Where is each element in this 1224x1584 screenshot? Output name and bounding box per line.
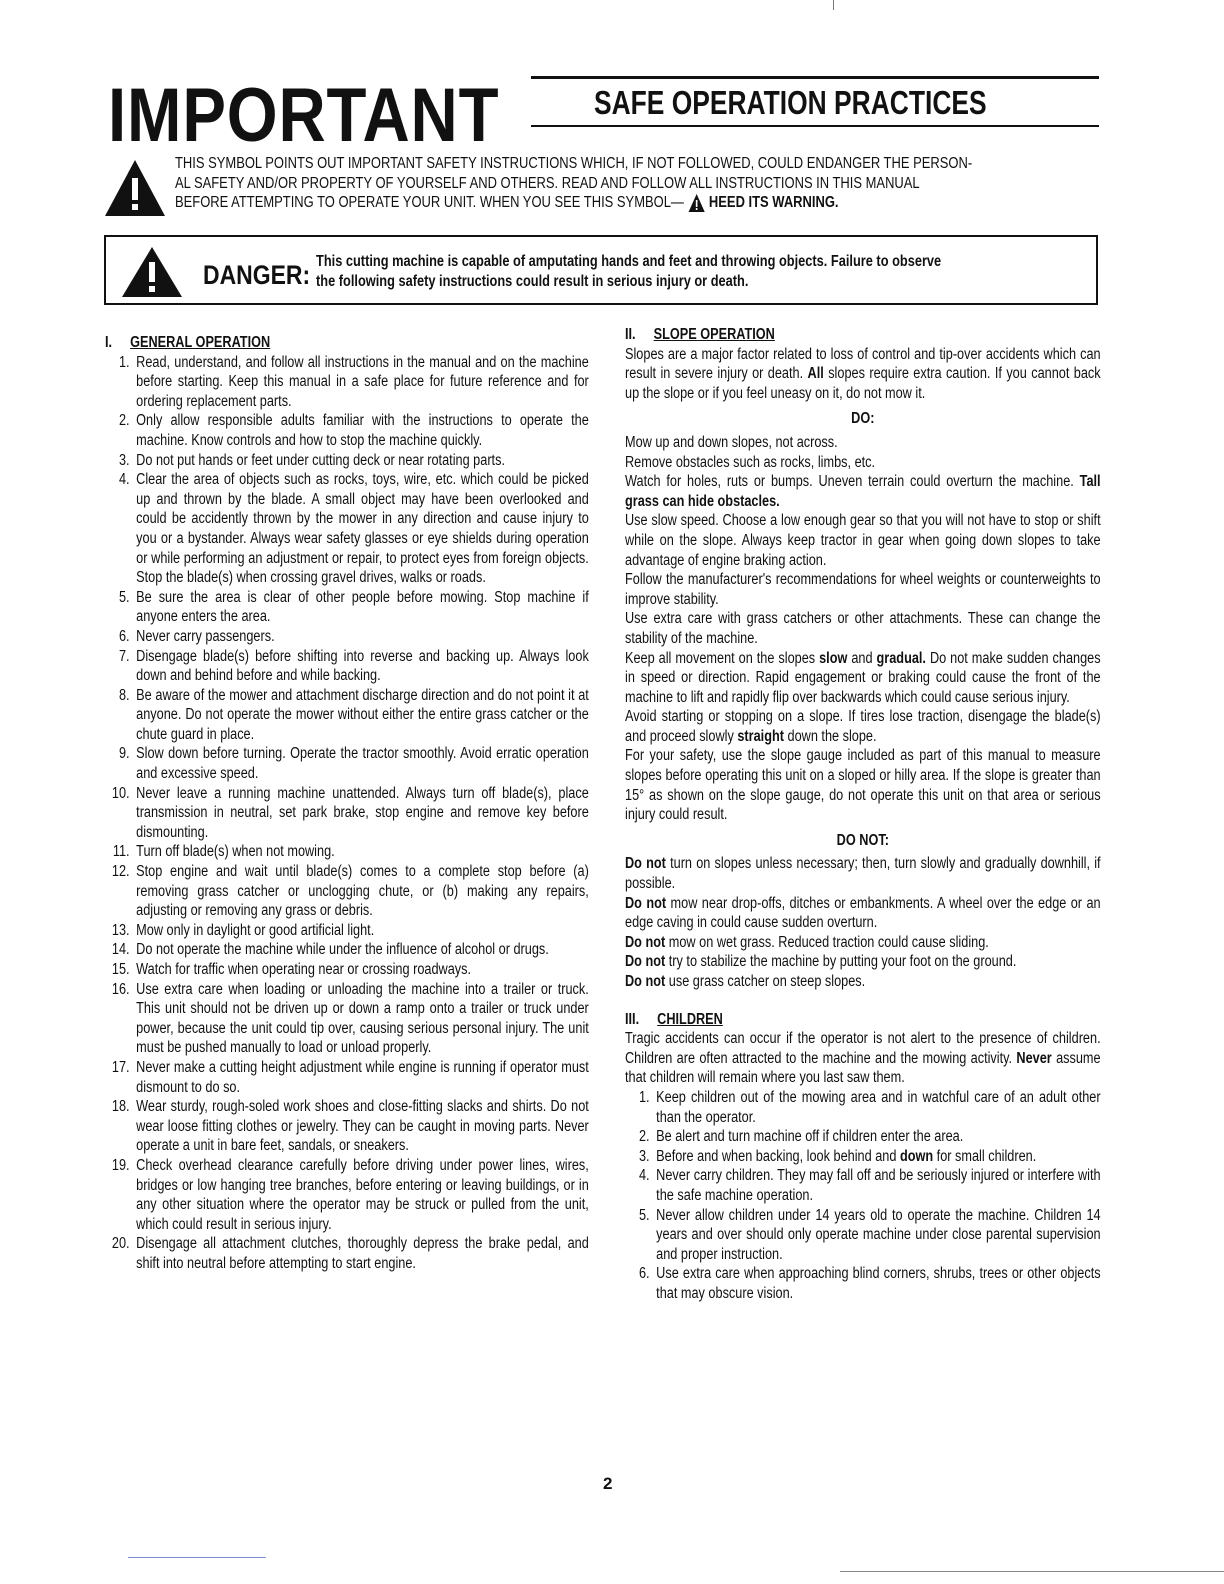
- item-text: Mow only in daylight or good artificial light.: [136, 921, 375, 939]
- list-item: [625, 1206, 1101, 1265]
- item-text: Check overhead clearance carefully before driving under power lines, wires, bridges or low hanging tree branches, before entering or leaving buildings, or in any other situation where the operator may be struck or pulled from the unit, which could result in serious injury.: [136, 1156, 589, 1233]
- item-text: Read, understand, and follow all instructions in the manual and on the machine before starting. Keep this manual in a safe place for future reference and for ordering replacement parts.: [136, 353, 589, 410]
- do-item-emphasis: straight: [737, 727, 784, 745]
- item-emphasis: down: [899, 1147, 934, 1165]
- list-item: [625, 1264, 1101, 1303]
- do-item: Use extra care with grass catchers or other attachments. These can change the stability of the machine.: [625, 610, 1101, 647]
- section-title: CHILDREN: [657, 1010, 723, 1028]
- intro-text: [175, 154, 1090, 213]
- list-item: [105, 411, 589, 450]
- do-not-emphasis: Do not: [625, 953, 666, 971]
- list-item: [105, 470, 589, 588]
- do-item: [625, 472, 1101, 511]
- item-text: Watch for traffic when operating near or crossing roadways.: [136, 961, 472, 978]
- slope-intro-text-2: slopes require extra caution. If you cannot back up the slope or if you feel uneasy on it, do not mow it.: [625, 365, 1101, 402]
- item-number: 4.: [638, 1167, 650, 1185]
- section-title: SLOPE OPERATION: [653, 326, 775, 343]
- slope-operation-heading: [625, 325, 1101, 345]
- danger-label: DANGER:: [203, 260, 311, 290]
- children-heading: [625, 1010, 1101, 1030]
- item-number: 15.: [111, 961, 130, 978]
- list-item: [105, 744, 589, 783]
- children-intro-text: Tragic accidents can occur if the operator is not alert to the presence of children. Children are often attracted to the machine and the mowing activity.: [625, 1030, 1101, 1067]
- do-item: Remove obstacles such as rocks, limbs, etc.: [625, 453, 876, 471]
- item-number: 16.: [111, 980, 130, 998]
- item-number: 8.: [118, 686, 130, 704]
- item-text: for small children.: [936, 1147, 1037, 1165]
- header-rule-top: [531, 76, 1099, 79]
- page-title: IMPORTANT: [108, 73, 500, 158]
- list-item: [625, 1088, 1101, 1127]
- do-item-text: Avoid starting or stopping on a slope. If tires lose traction, disengage the blade(s) and proceed slowly: [625, 708, 1101, 745]
- item-text: Never make a cutting height adjustment while engine is running if operator must dismount to do so.: [136, 1058, 589, 1096]
- item-text: Use extra care when loading or unloading the machine into a trailer or truck. This unit should not be driven up or down a ramp onto a trailer or truck under power, because the unit could tip over, causing serious personal injury. The unit must be pushed manually to load or unload properly.: [136, 980, 589, 1057]
- item-number: 7.: [118, 647, 130, 665]
- item-text: Slow down before turning. Operate the tractor smoothly. Avoid erratic operation and excessive speed.: [136, 745, 589, 783]
- item-text: Use extra care when approaching blind corners, shrubs, trees or other objects that may obscure vision.: [656, 1265, 1101, 1302]
- list-item: [105, 1097, 589, 1156]
- list-item: [105, 627, 589, 647]
- do-item-text: down the slope.: [787, 727, 877, 745]
- do-item-text: Watch for holes, ruts or bumps. Uneven terrain could overturn the machine.: [625, 473, 1074, 491]
- do-not-item: [625, 894, 1101, 933]
- children-intro-text-2: assume that children will remain where you last saw them.: [625, 1049, 1101, 1087]
- list-item: [625, 1147, 1101, 1167]
- item-text: Stop engine and wait until blade(s) comes to a complete stop before (a) removing grass catcher or unclogging chute, or (b) making any repairs, adjusting or removing any grass or debris.: [136, 863, 589, 920]
- general-operation-heading: [105, 333, 589, 353]
- do-not-item: [625, 933, 1101, 953]
- do-item: Follow the manufacturer's recommendations for wheel weights or counterweights to improve stability.: [625, 571, 1101, 608]
- footer-rule-right: [840, 1571, 1224, 1572]
- do-not-emphasis: Do not: [625, 894, 667, 912]
- intro-line-3: [175, 193, 1090, 213]
- do-item-text: Keep all movement on the slopes: [625, 649, 816, 667]
- children-list: [625, 1088, 1101, 1304]
- danger-line-2: the following safety instructions could result in serious injury or death.: [316, 273, 749, 290]
- right-column: [625, 325, 1101, 1304]
- list-item: [105, 353, 589, 412]
- list-item: [105, 686, 589, 745]
- intro-line-1: THIS SYMBOL POINTS OUT IMPORTANT SAFETY INSTRUCTIONS WHICH, IF NOT FOLLOWED, COULD ENDANGER THE PERSON-: [175, 155, 973, 172]
- do-item: For your safety, use the slope gauge included as part of this manual to measure slopes before operating this unit on a sloped or hilly area. If the slope is greater than 15° as shown on the slope gauge, do not operate this unit on that area or serious injury could result.: [625, 747, 1101, 824]
- general-operation-section: [105, 333, 589, 1274]
- item-number: 18.: [111, 1098, 130, 1116]
- section-title: GENERAL OPERATION: [130, 334, 271, 351]
- danger-text: [316, 252, 1116, 292]
- item-text: Disengage blade(s) before shifting into reverse and backing up. Always look down and behind before and while backing.: [136, 647, 589, 685]
- intro-line-2: AL SAFETY AND/OR PROPERTY OF YOURSELF AND OTHERS. READ AND FOLLOW ALL INSTRUCTIONS IN THIS MANUAL: [175, 174, 920, 192]
- item-text: Never leave a running machine unattended. Always turn off blade(s), place transmission in neutral, set park brake, stop engine and remove key before dismounting.: [136, 784, 589, 841]
- do-item: [625, 707, 1101, 746]
- general-operation-list: [105, 353, 589, 1274]
- section-roman: I.: [105, 334, 113, 351]
- list-item: [105, 980, 589, 1058]
- list-item: [625, 1166, 1101, 1205]
- do-not-emphasis: Do not: [625, 973, 666, 990]
- item-text: Wear sturdy, rough-soled work shoes and close-fitting slacks and shirts. Do not wear loose fitting clothes or jewelry. They can be caught in moving parts. Never operate a unit in bare feet, sandals, or sneakers.: [136, 1098, 589, 1155]
- page-number: 2: [603, 1474, 613, 1493]
- item-text: Never carry children. They may fall off and be seriously injured or interfere with the safe machine operation.: [656, 1167, 1101, 1204]
- scan-mark: [833, 0, 834, 10]
- item-number: 12.: [111, 863, 130, 881]
- item-text: Before and when backing, look behind and: [656, 1147, 897, 1165]
- item-number: 10.: [111, 784, 130, 802]
- do-item-emphasis: gradual.: [876, 649, 926, 667]
- list-item: [105, 1156, 589, 1234]
- list-item: [105, 862, 589, 921]
- list-item: [105, 588, 589, 627]
- do-item: [625, 649, 1101, 708]
- item-number: 1.: [638, 1088, 650, 1106]
- item-number: 6.: [118, 627, 130, 645]
- do-not-text: try to stabilize the machine by putting your foot on the ground.: [668, 953, 1017, 971]
- danger-line-1: This cutting machine is capable of amputating hands and feet and throwing objects. Failure to observe: [316, 253, 942, 270]
- item-number: 11.: [112, 843, 130, 861]
- item-number: 9.: [118, 745, 130, 763]
- item-number: 3.: [638, 1147, 650, 1165]
- item-text: Be sure the area is clear of other people before mowing. Stop machine if anyone enters the area.: [136, 588, 589, 626]
- item-text: Do not operate the machine while under the influence of alcohol or drugs.: [136, 941, 549, 959]
- item-text: Disengage all attachment clutches, thoroughly depress the brake pedal, and shift into neutral before attempting to start engine.: [136, 1235, 589, 1272]
- item-number: 14.: [111, 941, 130, 959]
- page-subtitle: SAFE OPERATION PRACTICES: [594, 84, 987, 121]
- item-text: Never allow children under 14 years old to operate the machine. Children 14 years and over should only operate machine under close parental supervision and proper instruction.: [656, 1206, 1101, 1263]
- item-number: 20.: [111, 1235, 130, 1253]
- do-item: Use slow speed. Choose a low enough gear so that you will not have to stop or shift while on the slope. Always keep tractor in gear when going down slopes to take advantage of engine braking action.: [625, 512, 1101, 569]
- intro-line-3-text: BEFORE ATTEMPTING TO OPERATE YOUR UNIT. WHEN YOU SEE THIS SYMBOL—: [175, 194, 684, 211]
- item-number: 6.: [638, 1265, 650, 1283]
- item-number: 2.: [638, 1128, 650, 1146]
- do-not-heading: DO NOT:: [836, 831, 889, 849]
- item-number: 2.: [118, 412, 130, 430]
- slope-intro-text: Slopes are a major factor related to loss of control and tip-over accidents which can result in severe injury or death.: [625, 345, 1101, 383]
- list-item: [625, 1127, 1101, 1147]
- list-item: [105, 842, 589, 862]
- item-text: Clear the area of objects such as rocks, toys, wire, etc. which could be picked up and thrown by the blade. A small object may have been overlooked and could be accidently thrown by the mower in any direction and cause injury to you or a bystander. Always wear safety glasses or eye shields during operation or while performing an adjustment or repair, to protect eyes from foreign objects. Stop the blade(s) when crossing gravel drives, walks or roads.: [136, 471, 589, 587]
- item-number: 3.: [118, 451, 130, 469]
- do-item: Mow up and down slopes, not across.: [625, 433, 838, 451]
- do-item-emphasis: Tall grass can hide obstacles.: [625, 473, 1101, 510]
- item-text: Do not put hands or feet under cutting deck or near rotating parts.: [136, 451, 505, 469]
- warning-triangle-inline-icon: [688, 193, 706, 213]
- do-not-text: use grass catcher on steep slopes.: [668, 973, 866, 990]
- do-item-text: and: [851, 649, 873, 667]
- children-intro-emphasis: Never: [1016, 1049, 1052, 1067]
- do-not-item: [625, 972, 1101, 992]
- item-number: 4.: [118, 471, 130, 489]
- item-text: Never carry passengers.: [136, 627, 275, 645]
- section-roman: III.: [625, 1010, 640, 1028]
- list-item: [105, 1234, 589, 1273]
- list-item: [105, 1058, 589, 1097]
- list-item: [105, 647, 589, 686]
- list-item: [105, 451, 589, 471]
- item-text: Keep children out of the mowing area and in watchful care of an adult other than the operator.: [656, 1088, 1101, 1126]
- do-not-item: [625, 952, 1101, 972]
- item-number: 5.: [638, 1206, 650, 1224]
- item-number: 13.: [111, 921, 130, 939]
- do-not-text: turn on slopes unless necessary; then, turn slowly and gradually downhill, if possible.: [625, 855, 1101, 893]
- list-item: [105, 784, 589, 843]
- footer-rule-left: [128, 1557, 266, 1558]
- do-not-emphasis: Do not: [625, 855, 666, 873]
- item-number: 1.: [118, 353, 130, 371]
- do-item-emphasis: slow: [819, 649, 848, 667]
- danger-triangle-icon: [120, 246, 184, 298]
- item-text: Be alert and turn machine off if children enter the area.: [656, 1128, 964, 1146]
- do-not-text: mow on wet grass. Reduced traction could cause sliding.: [668, 933, 989, 951]
- children-intro: [625, 1029, 1101, 1088]
- item-number: 5.: [118, 588, 130, 606]
- header-rule-bottom: [531, 125, 1099, 127]
- slope-intro-emphasis: All: [807, 365, 824, 383]
- list-item: [105, 940, 589, 960]
- list-item: [105, 960, 589, 980]
- warning-triangle-icon: [103, 158, 167, 218]
- item-number: 17.: [111, 1058, 130, 1076]
- do-not-text: mow near drop-offs, ditches or embankments. A wheel over the edge or an edge caving in could cause sudden overturn.: [625, 894, 1101, 932]
- item-text: Turn off blade(s) when not mowing.: [136, 843, 335, 861]
- section-roman: II.: [625, 326, 636, 343]
- item-text: Be aware of the mower and attachment discharge direction and do not point it at anyone. Do not operate the mower without either the entire grass catcher or the chute guard in place.: [136, 686, 589, 743]
- do-not-item: [625, 854, 1101, 893]
- item-number: 19.: [111, 1156, 130, 1174]
- do-heading: DO:: [851, 410, 875, 428]
- intro-heed-warning: HEED ITS WARNING.: [708, 194, 839, 211]
- list-item: [105, 921, 589, 941]
- do-item-text: Do not make sudden changes in speed or direction. Rapid engagement or braking could cause the front of the machine to lift and rapidly flip over backwards which could cause serious injury.: [625, 649, 1101, 706]
- do-not-emphasis: Do not: [625, 933, 666, 951]
- item-text: Only allow responsible adults familiar with the instructions to operate the machine. Know controls and how to stop the machine quickly.: [136, 412, 589, 449]
- slope-intro: [625, 345, 1101, 404]
